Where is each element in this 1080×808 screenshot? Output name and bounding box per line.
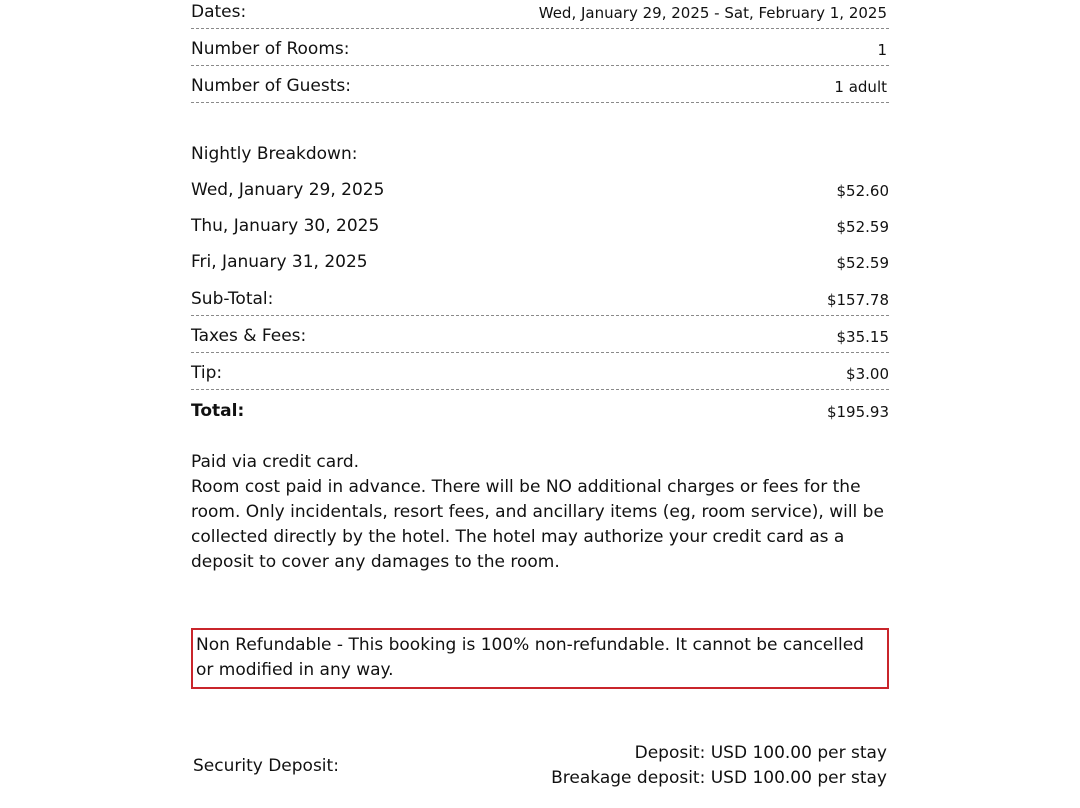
nightly-breakdown-title: Nightly Breakdown:	[191, 144, 358, 164]
guests-label: Number of Guests:	[191, 76, 351, 96]
rooms-row	[191, 29, 889, 66]
night-date: Fri, January 31, 2025	[191, 252, 368, 272]
security-deposit-label: Security Deposit:	[193, 756, 339, 776]
dates-row	[191, 0, 889, 29]
tip-label: Tip:	[191, 363, 223, 383]
deposit-line: Deposit: USD 100.00 per stay	[634, 743, 887, 763]
booking-receipt	[191, 0, 889, 788]
night-row	[191, 208, 889, 244]
night-row	[191, 244, 889, 280]
taxes-row	[191, 316, 889, 353]
taxes-label: Taxes & Fees:	[191, 326, 307, 346]
night-row	[191, 172, 889, 208]
total-value: $195.93	[826, 403, 889, 421]
subtotal-row	[191, 280, 889, 316]
payment-method: Paid via credit card.	[191, 452, 360, 472]
tip-row	[191, 353, 889, 390]
night-amount: $52.60	[836, 182, 889, 200]
payment-note: Room cost paid in advance. There will be NO additional charges or fees for the room. Only incidentals, resort fees, and ancillary items (eg, room service), will be collected directly by the hotel. The hotel may authorize your credit card as a deposit to cover any damages to the room.	[191, 477, 884, 572]
refund-policy-text: Non Refundable - This booking is 100% non-refundable. It cannot be cancelled or modified in any way.	[196, 635, 864, 680]
total-row	[191, 390, 889, 427]
tip-value: $3.00	[846, 365, 889, 383]
dates-label: Dates:	[191, 2, 247, 22]
security-deposit-section	[191, 741, 889, 791]
security-deposit-values	[551, 741, 889, 791]
total-label: Total:	[191, 401, 245, 421]
guests-row	[191, 66, 889, 103]
subtotal-label: Sub-Total:	[191, 289, 274, 309]
rooms-label: Number of Rooms:	[191, 39, 350, 59]
nightly-breakdown	[191, 172, 889, 427]
guests-value: 1 adult	[834, 78, 887, 96]
subtotal-value: $157.78	[826, 291, 889, 309]
night-amount: $52.59	[836, 254, 889, 272]
breakage-deposit-line: Breakage deposit: USD 100.00 per stay	[551, 768, 887, 788]
night-date: Wed, January 29, 2025	[191, 180, 385, 200]
dates-value: Wed, January 29, 2025 - Sat, February 1, 2025	[538, 4, 887, 22]
refund-policy-box	[191, 628, 889, 689]
night-amount: $52.59	[836, 218, 889, 236]
rooms-value: 1	[877, 41, 887, 59]
night-date: Thu, January 30, 2025	[191, 216, 380, 236]
taxes-value: $35.15	[836, 328, 889, 346]
payment-notes	[191, 450, 889, 575]
